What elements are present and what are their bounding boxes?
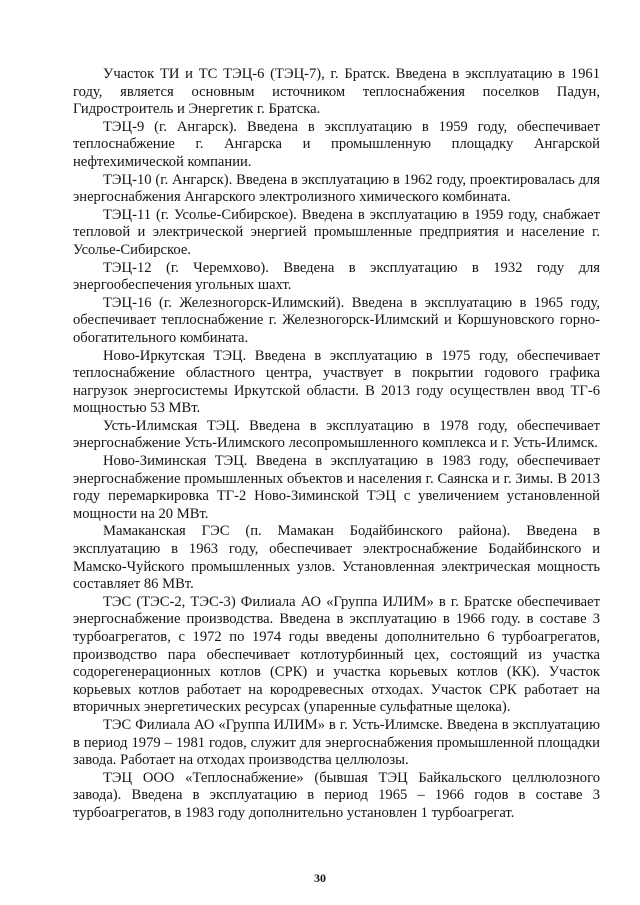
paragraph-tec-6: Участок ТИ и ТС ТЭЦ-6 (ТЭЦ-7), г. Братск. Введена в эксплуатацию в 1961 году, является основным источником теплоснабжения поселков Падун, Гидростроитель и Энергетик г. Братска.	[73, 66, 600, 118]
page-number: 30	[314, 871, 326, 885]
paragraph-novo-irkutsk-tec: Ново-Иркутская ТЭЦ. Введена в эксплуатацию в 1975 году, обеспечивает теплоснабжение областного центра, участвует в покрытии годового графика нагрузок энергосистемы Иркутской области. В 2013 году осуществлен ввод ТГ-6 мощностью 53 МВт.	[73, 347, 600, 417]
paragraph-ust-ilimsk-tec: Усть-Илимская ТЭЦ. Введена в эксплуатацию в 1978 году, обеспечивает энергоснабжение Усть-Илимского лесопромышленного комплекса и г. Усть-Илимск.	[73, 417, 600, 452]
document-body	[73, 66, 600, 823]
paragraph-tec-10: ТЭЦ-10 (г. Ангарск). Введена в эксплуатацию в 1962 году, проектировалась для энергоснабжения Ангарского электролизного химического комбината.	[73, 171, 600, 206]
paragraph-tes-bratsk: ТЭС (ТЭС-2, ТЭС-3) Филиала АО «Группа ИЛИМ» в г. Братске обеспечивает энергоснабжение производства. Введена в эксплуатацию в 1966 году. в составе 3 турбоагрегатов, с 1972 по 1974 годы введены дополнительно 6 турбоагрегатов, производство пара обеспечивает котлотурбинный цех, состоящий из участка содорегенерационных котлов (СРК) и участка корьевых котлов (КК). Участок корьевых котлов работает на кородревесных отходах. Участок СРК работает на вторичных энергетических ресурсах (упаренные сульфатные щелока).	[73, 593, 600, 716]
paragraph-novo-zima-tec: Ново-Зиминская ТЭЦ. Введена в эксплуатацию в 1983 году, обеспечивает энергоснабжение промышленных объектов и населения г. Саянска и г. Зимы. В 2013 году перемаркировка ТГ-2 Ново-Зиминской ТЭЦ с увеличением установленной мощности на 20 МВт.	[73, 453, 600, 522]
paragraph-tec-16: ТЭЦ-16 (г. Железногорск-Илимский). Введена в эксплуатацию в 1965 году, обеспечивает теплоснабжение г. Железногорск-Илимский и Коршуновского горно-обогатительного комбината.	[73, 294, 600, 346]
paragraph-mamakan-ges: Мамаканская ГЭС (п. Мамакан Бодайбинского района). Введена в эксплуатацию в 1963 году, обеспечивает электроснабжение Бодайбинского и Мамско-Чуйского промышленных узлов. Установленная электрическая мощность составляет 86 МВт.	[73, 523, 600, 593]
paragraph-tec-9: ТЭЦ-9 (г. Ангарск). Введена в эксплуатацию в 1959 году, обеспечивает теплоснабжение г. Ангарска и промышленную площадку Ангарской нефтехимической компании.	[73, 118, 600, 170]
paragraph-tec-12: ТЭЦ-12 (г. Черемхово). Введена в эксплуатацию в 1932 году для энергообеспечения угольных шахт.	[73, 259, 600, 294]
paragraph-tec-11: ТЭЦ-11 (г. Усолье-Сибирское). Введена в эксплуатацию в 1959 году, снабжает тепловой и электрической энергией промышленные предприятия и население г. Усолье-Сибирское.	[73, 206, 600, 258]
paragraph-tec-teplosnabzhenie: ТЭЦ ООО «Теплоснабжение» (бывшая ТЭЦ Байкальского целлюлозного завода). Введена в эксплуатацию в период 1965 – 1966 годов в составе 3 турбоагрегатов, в 1983 году дополнительно установлен 1 турбоагрегат.	[73, 769, 600, 821]
paragraph-tes-ust-ilimsk: ТЭС Филиала АО «Группа ИЛИМ» в г. Усть-Илимске. Введена в эксплуатацию в период 1979 – 1981 годов, служит для энергоснабжения промышленной площадки завода. Работает на отходах производства целлюлозы.	[73, 716, 600, 769]
